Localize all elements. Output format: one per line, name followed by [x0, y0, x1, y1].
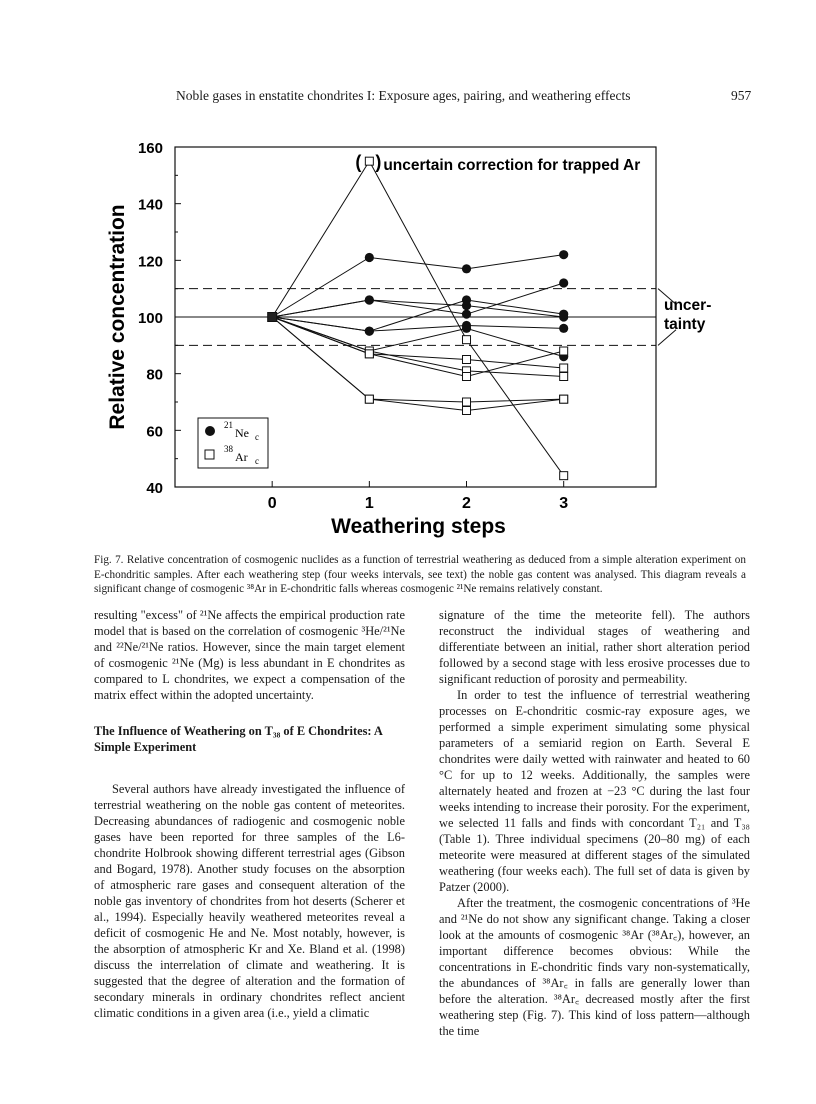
series-line [272, 161, 564, 476]
y-axis-label: Relative concentration [106, 204, 129, 430]
x-tick-label: 0 [267, 495, 277, 512]
ar-data-point [365, 395, 373, 403]
legend-label: Ne [235, 426, 249, 440]
paragraph: Several authors have already investigated the influence of terrestrial weathering on the noble gas content of meteorites. Decreasing abundances of radiogenic and cosmogenic noble gases have been reported for three samples of the L6-chondrite Holbrook showing different terrestrial ages (Gibson and Bogard, 1978). Another study focuses on the absorption of atmospheric rare gases and consequent alteration of the noble gas inventory of chondrites from hot deserts (Scherer et al., 1994). Especially heavily weathered meteorites reveal a deficit of cosmogenic He and Ne. Most notably, however, is the absorption of atmospheric Kr and Xe. Bland et al. (1998) discuss the interrelation of climate and weathering. It is suggested that the degree of alteration and the formation of secondary minerals in ordinary chondrites reflect ancient climatic conditions in a given area (i.e., yield a climatic [94, 782, 405, 1020]
ne-data-point [462, 324, 471, 333]
y-tick-label: 80 [146, 366, 163, 384]
uncertainty-label: tainty [664, 316, 706, 333]
ne-data-point [462, 310, 471, 319]
caption-text: Relative concentration of cosmogenic nuclides as a function of terrestrial weathering as deduced from a simple alteration experiment on E-chondritic samples. After each weathering step (four weeks intervals, see text) the noble gas content was analysed. This diagram reveals a significant change of cosmogenic ³⁸Ar in E-chondritic falls whereas cosmogenic ²¹Ne remains relatively constant. [94, 554, 746, 595]
y-tick-label: 40 [146, 480, 163, 497]
series-line [272, 317, 564, 377]
legend-label: Ar [235, 450, 248, 464]
left-column [94, 607, 405, 1021]
series-line [272, 317, 564, 377]
legend-label-sub: c [255, 432, 259, 442]
ne-data-point [365, 295, 374, 304]
legend-label-sup: 38 [224, 444, 233, 454]
legend-label-sub: c [255, 456, 259, 466]
ne-data-point [559, 250, 568, 259]
ar-data-point [560, 373, 568, 381]
ar-data-point [560, 395, 568, 403]
ar-data-point [365, 350, 373, 358]
series-line [272, 300, 564, 331]
x-axis-label: Weathering steps [331, 515, 506, 538]
ar-data-point [463, 373, 471, 381]
ar-data-point [365, 157, 373, 165]
figure-caption [94, 553, 746, 597]
origin-marker [268, 313, 277, 322]
series-line [272, 317, 564, 368]
paragraph: In order to test the influence of terrestrial weathering processes on E-chondritic cosmic-ray exposure ages, we performed a simple experiment simulating some physical parameters of a semiarid region on Earth. Several E chondrites were daily wetted with rainwater and heated to 60 °C for up to 12 weeks. Additionally, the samples were alternately heated and frozen at −23 °C during the last four weeks intending to increase their porosity. For the experiment, we selected 11 falls and finds with concordant T₂₁ and T₃₈ (Table 1). Three individual specimens (20–80 mg) of each meteorite were measured at different stages of the simulated weathering (four weeks each). The full set of data is given by Patzer (2000). [439, 688, 750, 894]
paragraph: resulting "excess" of ²¹Ne affects the empirical production rate model that is based on the correlation of cosmogenic ³He/²¹Ne and ²²Ne/²¹Ne ratios. However, since the main target element of cosmogenic ²¹Ne (Mg) is less abundant in E chondrites as compared to L chondrites, we expect a compensation of the matrix effect within the adopted uncertainty. [94, 608, 405, 702]
right-column [439, 607, 750, 1039]
y-tick-label: 100 [137, 310, 163, 327]
ar-data-point [463, 336, 471, 344]
uncertainty-label: uncer- [664, 297, 712, 314]
x-tick-label: 3 [559, 495, 569, 512]
ar-data-point [463, 398, 471, 406]
x-tick-label: 2 [462, 495, 471, 512]
annotation-text: uncertain correction for trapped Ar [383, 157, 641, 175]
ne-data-point [559, 310, 568, 319]
series-line [272, 317, 564, 402]
y-tick-label: 160 [137, 140, 163, 157]
ar-data-point [560, 364, 568, 372]
caption-lead: Fig. 7. [94, 554, 124, 566]
page-number: 957 [731, 88, 752, 103]
ar-data-point [560, 347, 568, 355]
annotation-paren-right: ) [375, 152, 382, 173]
series-line [272, 300, 564, 317]
x-tick-label: 1 [364, 495, 374, 512]
series-line [272, 317, 564, 331]
y-tick-label: 60 [146, 423, 163, 441]
ne-data-point [462, 295, 471, 304]
figure-7-chart [0, 0, 816, 545]
y-tick-label: 140 [137, 196, 163, 214]
section-heading: The Influence of Weathering on T₃₈ of E Chondrites: A Simple Experiment [94, 724, 383, 754]
legend-ne-marker [205, 426, 215, 436]
ne-data-point [462, 264, 471, 273]
paragraph: After the treatment, the cosmogenic concentrations of ³He and ²¹Ne do not show any significant change. Taking a closer look at the amounts of cosmogenic ³⁸Ar (³⁸Ar꜀), however, an important difference becomes obvious: While the concentrations in E-chondritic finds vary non-systematically, the abundances of ³⁸Ar꜀ in falls are generally lower than before the alteration. ³⁸Ar꜀ decreased mostly after the first weathering step (Fig. 7). This kind of loss pattern—although the time [439, 896, 750, 1038]
ne-data-point [365, 253, 374, 262]
legend-label-sup: 21 [224, 420, 233, 430]
ne-data-point [365, 327, 374, 336]
running-header: Noble gases in enstatite chondrites I: Exposure ages, pairing, and weathering effects [176, 88, 631, 103]
ar-data-point [560, 472, 568, 480]
ar-data-point [463, 407, 471, 415]
paragraph: signature of the time the meteorite fell). The authors reconstruct the individual stages of weathering and differentiate between an initial, rather short alteration period followed by a second stage with less erosive processes due to significant reduction of porosity and permeability. [439, 608, 750, 686]
legend-ar-marker [205, 450, 214, 459]
ne-data-point [559, 278, 568, 287]
y-tick-label: 120 [137, 253, 163, 271]
ne-data-point [559, 324, 568, 333]
annotation-paren-left: ( [355, 152, 362, 173]
ar-data-point [463, 356, 471, 364]
